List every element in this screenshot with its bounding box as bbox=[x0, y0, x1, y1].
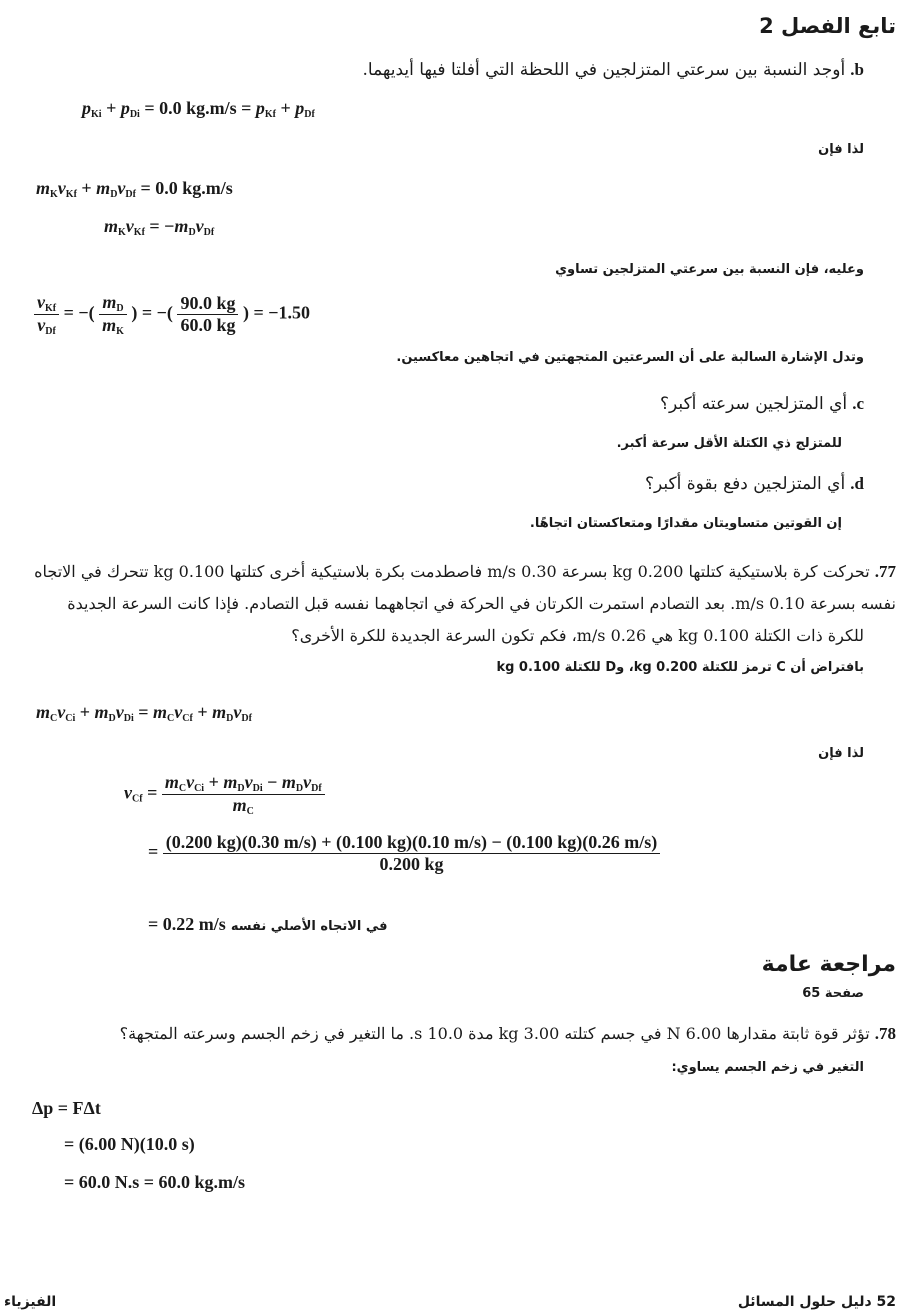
vcf-numeric-fraction bbox=[163, 832, 660, 875]
collision-momentum-eq: $m_Cv_{Ci} + m_Dv_{Di} = m_Cv_{Cf} + m_Dv_{Df}$ bbox=[36, 702, 252, 724]
vcf-symbolic-fraction: $\frac{m_Cv_{Ci} + m_Dv_{Di} - m_Dv_{Df}}{m_C}$ bbox=[162, 772, 325, 817]
part-d-question: أي المتزلجين دفع بقوة أكبر؟ bbox=[644, 474, 846, 494]
vcf-numeric-eq: = (0.200 kg)(0.30 m/s) + (0.100 kg)(0.10 m/s) − (0.100 kg)(0.26 m/s) 0.200 kg bbox=[148, 832, 660, 875]
vcf-denominator: 0.200 kg bbox=[379, 854, 444, 874]
vcf-result: = 0.22 m/s bbox=[148, 914, 226, 934]
problem-77-text-1: تحركت كرة بلاستيكية كتلتها 0.200 kg بسرعة 0.30 m/s فاصطدمت بكرة بلاستيكية أخرى كتلتها 0.100 kg تتحرك في الاتجاه bbox=[34, 562, 870, 581]
part-b-question-row bbox=[363, 60, 864, 80]
problem-78-question: تؤثر قوة ثابتة مقدارها 6.00 N في جسم كتلته 3.00 kg مدة 10.0 s. ما التغير في زخم الجسم وسرعته المتجهة؟ bbox=[119, 1024, 870, 1043]
part-c-question-row bbox=[660, 394, 864, 414]
part-d-label: d. bbox=[850, 474, 864, 493]
therefore-text-2: لذا فإن bbox=[818, 746, 864, 761]
momentum-equal-eq: $m_Kv_{Kf} = -m_Dv_{Df}$ bbox=[104, 216, 215, 238]
momentum-conservation-eq: $p_{Ki} + p_{Di} = 0.0$ $kg.m/s = p_{Kf} + p_{Df}$ bbox=[82, 98, 315, 120]
therefore-text-1: لذا فإن bbox=[818, 142, 864, 157]
part-b-label: b. bbox=[850, 60, 864, 79]
velocity-ratio-eq: $\frac{v_{Kf}}{v_{Df}}$ = −( $\frac{m_D}{m_K}$ ) = −( $\frac{90.0 kg}{60.0 kg}$ ) = −1.50 bbox=[34, 292, 310, 337]
footer-page-number: 52 دليل حلول المسائل bbox=[737, 1294, 896, 1310]
sign-note: وتدل الإشارة السالبة على أن السرعتين المتجهتين في اتجاهين معاكسين. bbox=[396, 350, 864, 365]
problem-77-text-2: نفسه بسرعة 0.10 m/s. بعد التصادم استمرت الكرتان في الحركة في اتجاههما نفسه قبل التصادم. فإذا كانت السرعة الجديدة bbox=[67, 594, 896, 613]
ratio-result: = −1.50 bbox=[253, 302, 310, 323]
problem-78-number: 78. bbox=[874, 1024, 896, 1043]
problem-77-text-3: للكرة ذات الكتلة 0.100 kg هي 0.26 m/s، فكم تكون السرعة الجديدة للكرة الأخرى؟ bbox=[291, 626, 864, 645]
impulse-eq: Δp = FΔt bbox=[32, 1098, 101, 1118]
part-b-question: أوجد النسبة بين سرعتي المتزلجين في اللحظة التي أفلتا فيها أيديهما. bbox=[362, 60, 846, 80]
mass-symbol-fraction: $\frac{m_D}{m_K}$ bbox=[99, 292, 127, 337]
problem-78-row bbox=[120, 1024, 896, 1044]
problem-77-assumption: بافتراض أن C ترمز للكتلة 0.200 kg، وD للكتلة 0.100 kg bbox=[496, 660, 864, 675]
chapter-heading: تابع الفصل 2 bbox=[759, 14, 896, 38]
problem-78-intro: التغير في زخم الجسم يساوي: bbox=[671, 1060, 864, 1075]
eq2-value: = 0.0 kg.m/s bbox=[140, 178, 233, 198]
footer-subject: الفيزياء bbox=[4, 1294, 57, 1310]
velocity-fraction: $\frac{v_{Kf}}{v_{Df}}$ bbox=[34, 292, 59, 337]
mass-value-fraction bbox=[177, 293, 238, 336]
vcf-numerator: (0.200 kg)(0.30 m/s) + (0.100 kg)(0.10 m/s) − (0.100 kg)(0.26 m/s) bbox=[163, 832, 660, 854]
problem-77-number: 77. bbox=[874, 562, 896, 581]
part-c-question: أي المتزلجين سرعته أكبر؟ bbox=[660, 394, 848, 414]
problem-77-line1 bbox=[34, 562, 896, 582]
part-c-label: c. bbox=[852, 394, 864, 413]
impulse-substitution: = (6.00 N)(10.0 s) bbox=[64, 1134, 195, 1154]
mass-k-value: 60.0 kg bbox=[180, 315, 236, 335]
general-review-page: صفحة 65 bbox=[802, 986, 864, 1001]
vcf-result-row bbox=[148, 914, 388, 935]
eq1-middle: = 0.0 kg.m/s = bbox=[144, 98, 252, 118]
impulse-result: = 60.0 N.s = 60.0 kg.m/s bbox=[64, 1172, 246, 1192]
vcf-result-note: في الاتجاه الأصلي نفسه bbox=[230, 919, 388, 934]
momentum-sum-eq: $m_Kv_{Kf} + m_Dv_{Df} = 0.0$ kg.m/s bbox=[36, 178, 233, 200]
part-c-answer: للمتزلج ذي الكتلة الأقل سرعة أكبر. bbox=[616, 436, 842, 451]
ratio-intro-text: وعليه، فإن النسبة بين سرعتي المتزلجين تساوي bbox=[555, 262, 864, 277]
part-d-question-row bbox=[645, 474, 864, 494]
general-review-title: مراجعة عامة bbox=[761, 952, 896, 977]
part-d-answer: إن القوتين متساويتان مقدارًا ومتعاكستان اتجاهًا. bbox=[529, 516, 842, 531]
mass-d-value: 90.0 kg bbox=[177, 293, 238, 315]
vcf-symbolic-eq: $v_{Cf}$ = $\frac{m_Cv_{Ci} + m_Dv_{Di} - m_Dv_{Df}}{m_C}$ bbox=[124, 772, 325, 817]
